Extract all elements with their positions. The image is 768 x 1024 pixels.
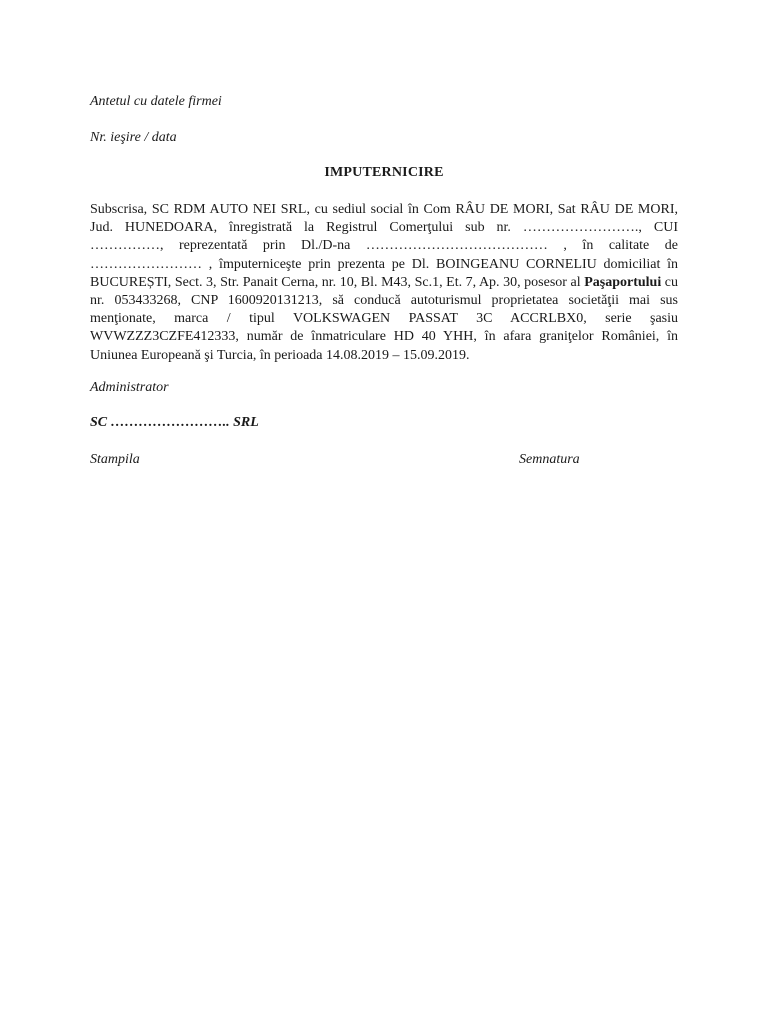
document-body: [90, 201, 678, 365]
body-text-part-2: cu nr. 053433268, CNP 1600920131213, să conducă autoturismul proprietatea societăţii mai sus menţionate, marca / tipul VOLKSWAGEN PASSAT 3C ACCRLBX0, serie şasiu WVWZZZ3CZFE412333, număr de înmatriculare HD 40 YHH, în afara graniţelor României, în Uniunea Europeană şi Turcia, în perioada 14.08.2019 – 15.09.2019.: [90, 274, 678, 363]
administrator-label: Administrator: [90, 380, 169, 395]
body-text-part-1: Subscrisa, SC RDM AUTO NEI SRL, cu sediul social în Com RÂU DE MORI, Sat RÂU DE MORI, Jud. HUNEDOARA, înregistrată la Registrul Comerţului sub nr. ……………………., CUI ……………, reprezentată prin Dl./D-na ………………………………… , în calitate de …………………… , împuterniceşte prin prezenta pe Dl. BOINGEANU CORNELIU domiciliat în BUCUREȘTI, Sect. 3, Str. Panait Cerna, nr. 10, Bl. M43, Sc.1, Et. 7, Ap. 30, posesor al: [90, 202, 678, 290]
document-title: IMPUTERNICIRE: [324, 165, 444, 180]
signature-label: Semnatura: [519, 452, 580, 467]
company-header-placeholder: Antetul cu datele firmei: [90, 94, 222, 109]
stamp-label: Stampila: [90, 452, 140, 467]
company-signature-line: SC …………………….. SRL: [90, 415, 259, 430]
exit-number-date: Nr. ieşire / data: [90, 130, 177, 145]
passport-label: Paşaportului: [584, 274, 662, 290]
